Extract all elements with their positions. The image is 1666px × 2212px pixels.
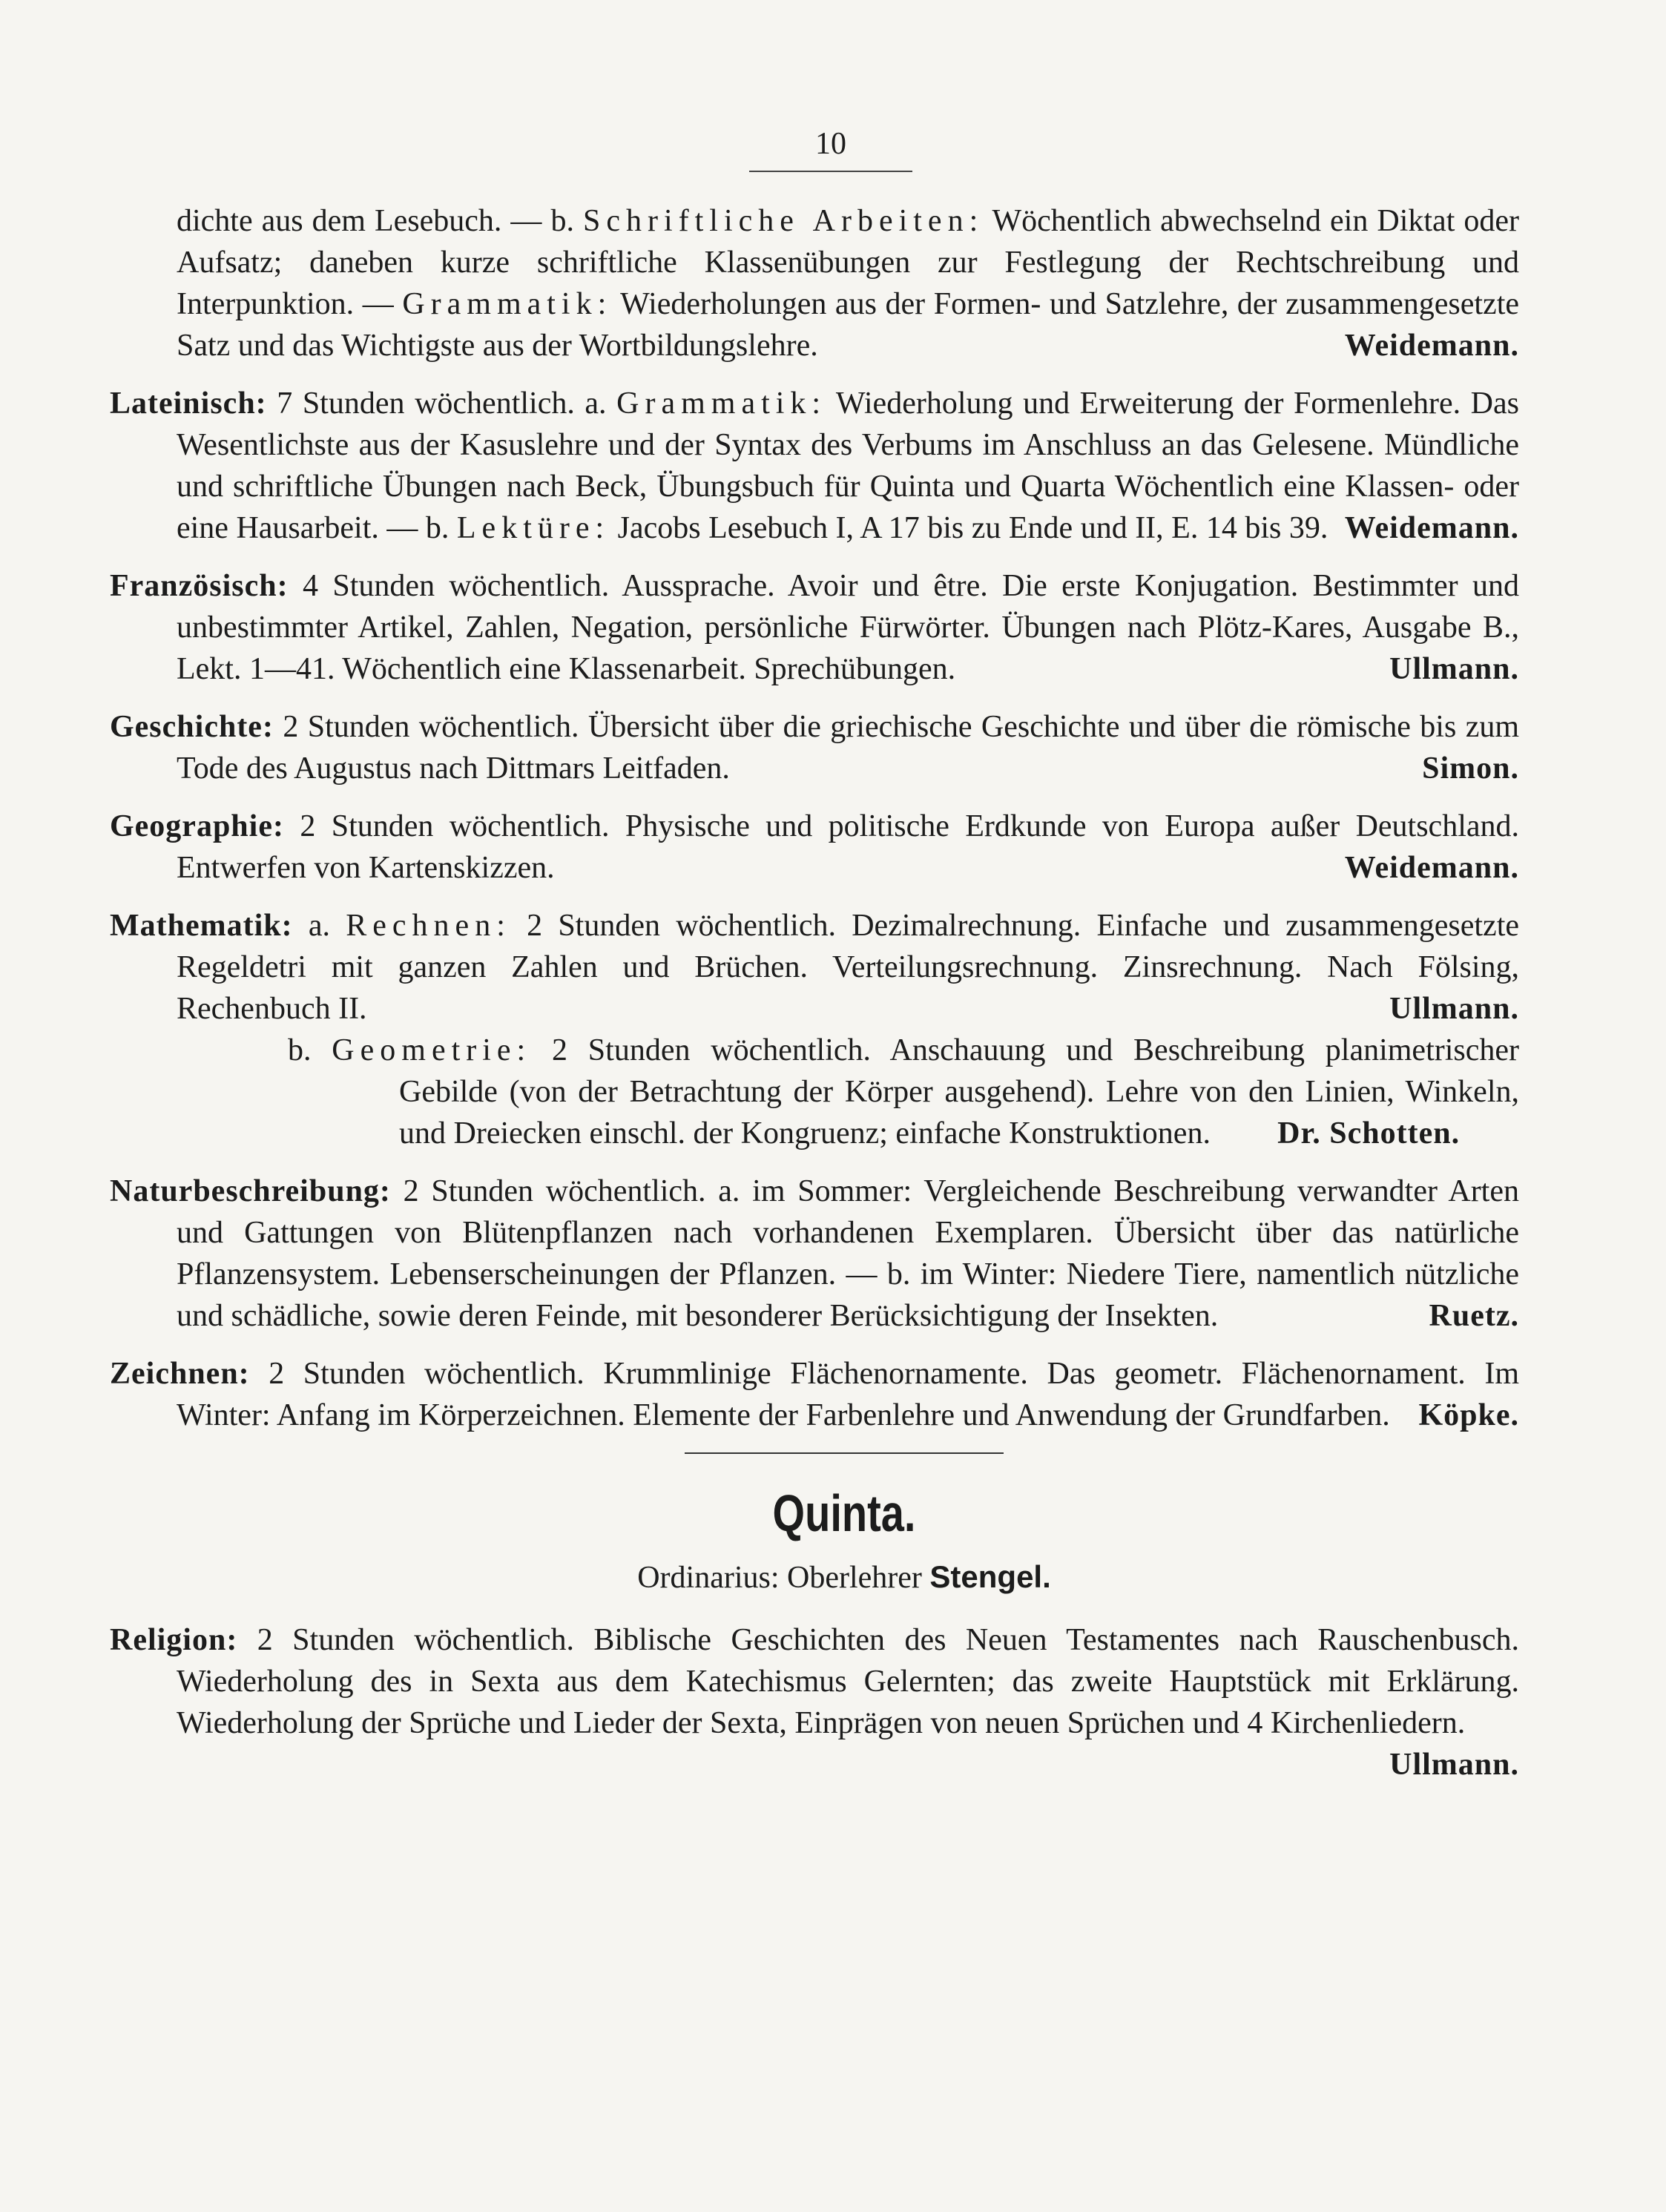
geschichte-subject: Geschichte:: [110, 710, 274, 744]
deutsch-teacher: Weidemann.: [1344, 329, 1519, 363]
deutsch-continuation: [110, 200, 1519, 366]
religion-text: 2 Stunden wöchentlich. Biblische Geschichten des Neuen Testamentes nach Rauschenbusch. Wiederholung des in Sexta aus dem Katechismus Gelernten; das zweite Hauptstück mit Erklärung. Wiederholung der Sprüche und Lieder der Sexta, Einprägen von neuen Sprüchen und 4 Kirchenliedern.: [177, 1623, 1520, 1740]
latein-spaced-1: Grammatik:: [616, 386, 827, 421]
latein-text-1: 7 Stunden wöchentlich. a.: [277, 386, 607, 421]
geometrie-section: [110, 1030, 1519, 1154]
franz-section: [110, 565, 1519, 690]
latein-spaced-2: Lektüre:: [456, 511, 610, 545]
mathematik-text-1: 2 Stunden wöchentlich. Dezimalrechnung. Einfache und zusammengesetzte Regeldetri mit ganzen Zahlen und Brüchen. Verteilungsrechnung. Zinsrechnung. Nach Fölsing, Rechenbuch II.: [177, 909, 1520, 1026]
page-body: [110, 200, 1519, 1802]
page-number: 10: [749, 126, 912, 172]
mathematik-rechnen: Rechnen:: [346, 909, 511, 943]
geographie-text: 2 Stunden wöchentlich. Physische und politische Erdkunde von Europa außer Deutschland. Entwerfen von Kartenskizzen.: [177, 809, 1520, 885]
latein-subject: Lateinisch:: [110, 386, 267, 421]
mathematik-section: [110, 905, 1519, 1030]
latein-text-2: Wiederholung und Erweiterung der Formenlehre. Das Wesentlichste aus der Kasuslehre und der Syntax des Verbums im Anschluss an das Gelesene. Mündliche und schriftliche Übungen nach Beck, Übungsbuch für Quinta und Quarta Wöchentlich eine Klassen- oder eine Hausarbeit. — b.: [177, 386, 1519, 545]
latein-text-3: Jacobs Lesebuch I, A 17 bis zu Ende und II, E. 14 bis 39.: [617, 511, 1328, 545]
geschichte-section: [110, 706, 1519, 789]
zeichnen-section: [110, 1353, 1519, 1436]
natur-teacher: Ruetz.: [1429, 1299, 1519, 1333]
mathematik-teacher-1: Ullmann.: [1389, 992, 1519, 1026]
deutsch-spaced-2: Grammatik:: [402, 287, 613, 321]
natur-subject: Naturbeschreibung:: [110, 1174, 391, 1208]
geographie-section: [110, 806, 1519, 889]
natur-section: [110, 1171, 1519, 1337]
zeichnen-subject: Zeichnen:: [110, 1357, 250, 1391]
deutsch-text-3: Wiederholungen aus der Formen- und Satzlehre, der zusammengesetzte Satz und das Wichtigste aus der Wortbildungslehre.: [177, 287, 1520, 363]
deutsch-text-2: Wöchentlich abwechselnd ein Diktat oder Aufsatz; daneben kurze schriftliche Klassenübungen zur Festlegung der Rechtschreibung und Interpunktion. —: [177, 204, 1520, 321]
geographie-subject: Geographie:: [110, 809, 284, 843]
religion-section: [110, 1619, 1519, 1785]
ordinarius-line: [139, 1556, 1549, 1599]
zeichnen-text: 2 Stunden wöchentlich. Krummlinige Flächenornamente. Das geometr. Flächenornament. Im Winter: Anfang im Körperzeichnen. Elemente der Farbenlehre und Anwendung der Grundfarben.: [177, 1357, 1519, 1432]
geographie-teacher: Weidemann.: [1344, 851, 1519, 885]
franz-text: 4 Stunden wöchentlich. Aussprache. Avoir und être. Die erste Konjugation. Bestimmter und unbestimmter Artikel, Zahlen, Negation, persönliche Fürwörter. Übungen nach Plötz-Kares, Ausgabe B., Lekt. 1—41. Wöchentlich eine Klassenarbeit. Sprechübungen.: [177, 569, 1519, 686]
religion-teacher: Ullmann.: [1389, 1748, 1519, 1782]
religion-subject: Religion:: [110, 1623, 238, 1657]
geschichte-text: 2 Stunden wöchentlich. Übersicht über die griechische Geschichte und über die römische bis zum Tode des Augustus nach Dittmars Leitfaden.: [177, 710, 1520, 786]
natur-text: 2 Stunden wöchentlich. a. im Sommer: Vergleichende Beschreibung verwandter Arten und Gattungen von Blütenpflanzen nach vorhandenen Exemplaren. Übersicht über das natürliche Pflanzensystem. Lebenserscheinungen der Pflanzen. — b. im Winter: Niedere Tiere, namentlich nützliche und schädliche, sowie deren Feinde, mit besonderer Berücksichtigung der Insekten.: [177, 1174, 1519, 1333]
deutsch-spaced-1: Schriftliche Arbeiten:: [583, 204, 984, 238]
latein-section: [110, 383, 1519, 549]
franz-subject: Französisch:: [110, 569, 289, 603]
section-divider: [685, 1452, 1004, 1454]
mathematik-b: b.: [288, 1033, 312, 1067]
mathematik-text-2: 2 Stunden wöchentlich. Anschauung und Beschreibung planimetrischer Gebilde (von der Betrachtung der Körper ausgehend). Lehre von den Linien, Winkeln, und Dreiecken einschl. der Kongruenz; einfache Konstruktionen.: [399, 1033, 1520, 1151]
latein-teacher: Weidemann.: [1344, 511, 1519, 545]
ordinarius-label: Ordinarius: Oberlehrer: [637, 1561, 922, 1595]
mathematik-a: a.: [308, 909, 331, 943]
franz-teacher: Ullmann.: [1389, 652, 1519, 686]
ordinarius-name: Stengel.: [929, 1559, 1051, 1594]
zeichnen-teacher: Köpke.: [1418, 1398, 1519, 1432]
mathematik-teacher-2: Dr. Schotten.: [1277, 1116, 1461, 1151]
quinta-heading: Quinta.: [772, 1484, 916, 1542]
deutsch-text-1: dichte aus dem Lesebuch. — b.: [177, 204, 574, 238]
mathematik-subject: Mathematik:: [110, 909, 293, 943]
mathematik-geometrie: Geometrie:: [332, 1033, 532, 1067]
geschichte-teacher: Simon.: [1422, 751, 1519, 786]
